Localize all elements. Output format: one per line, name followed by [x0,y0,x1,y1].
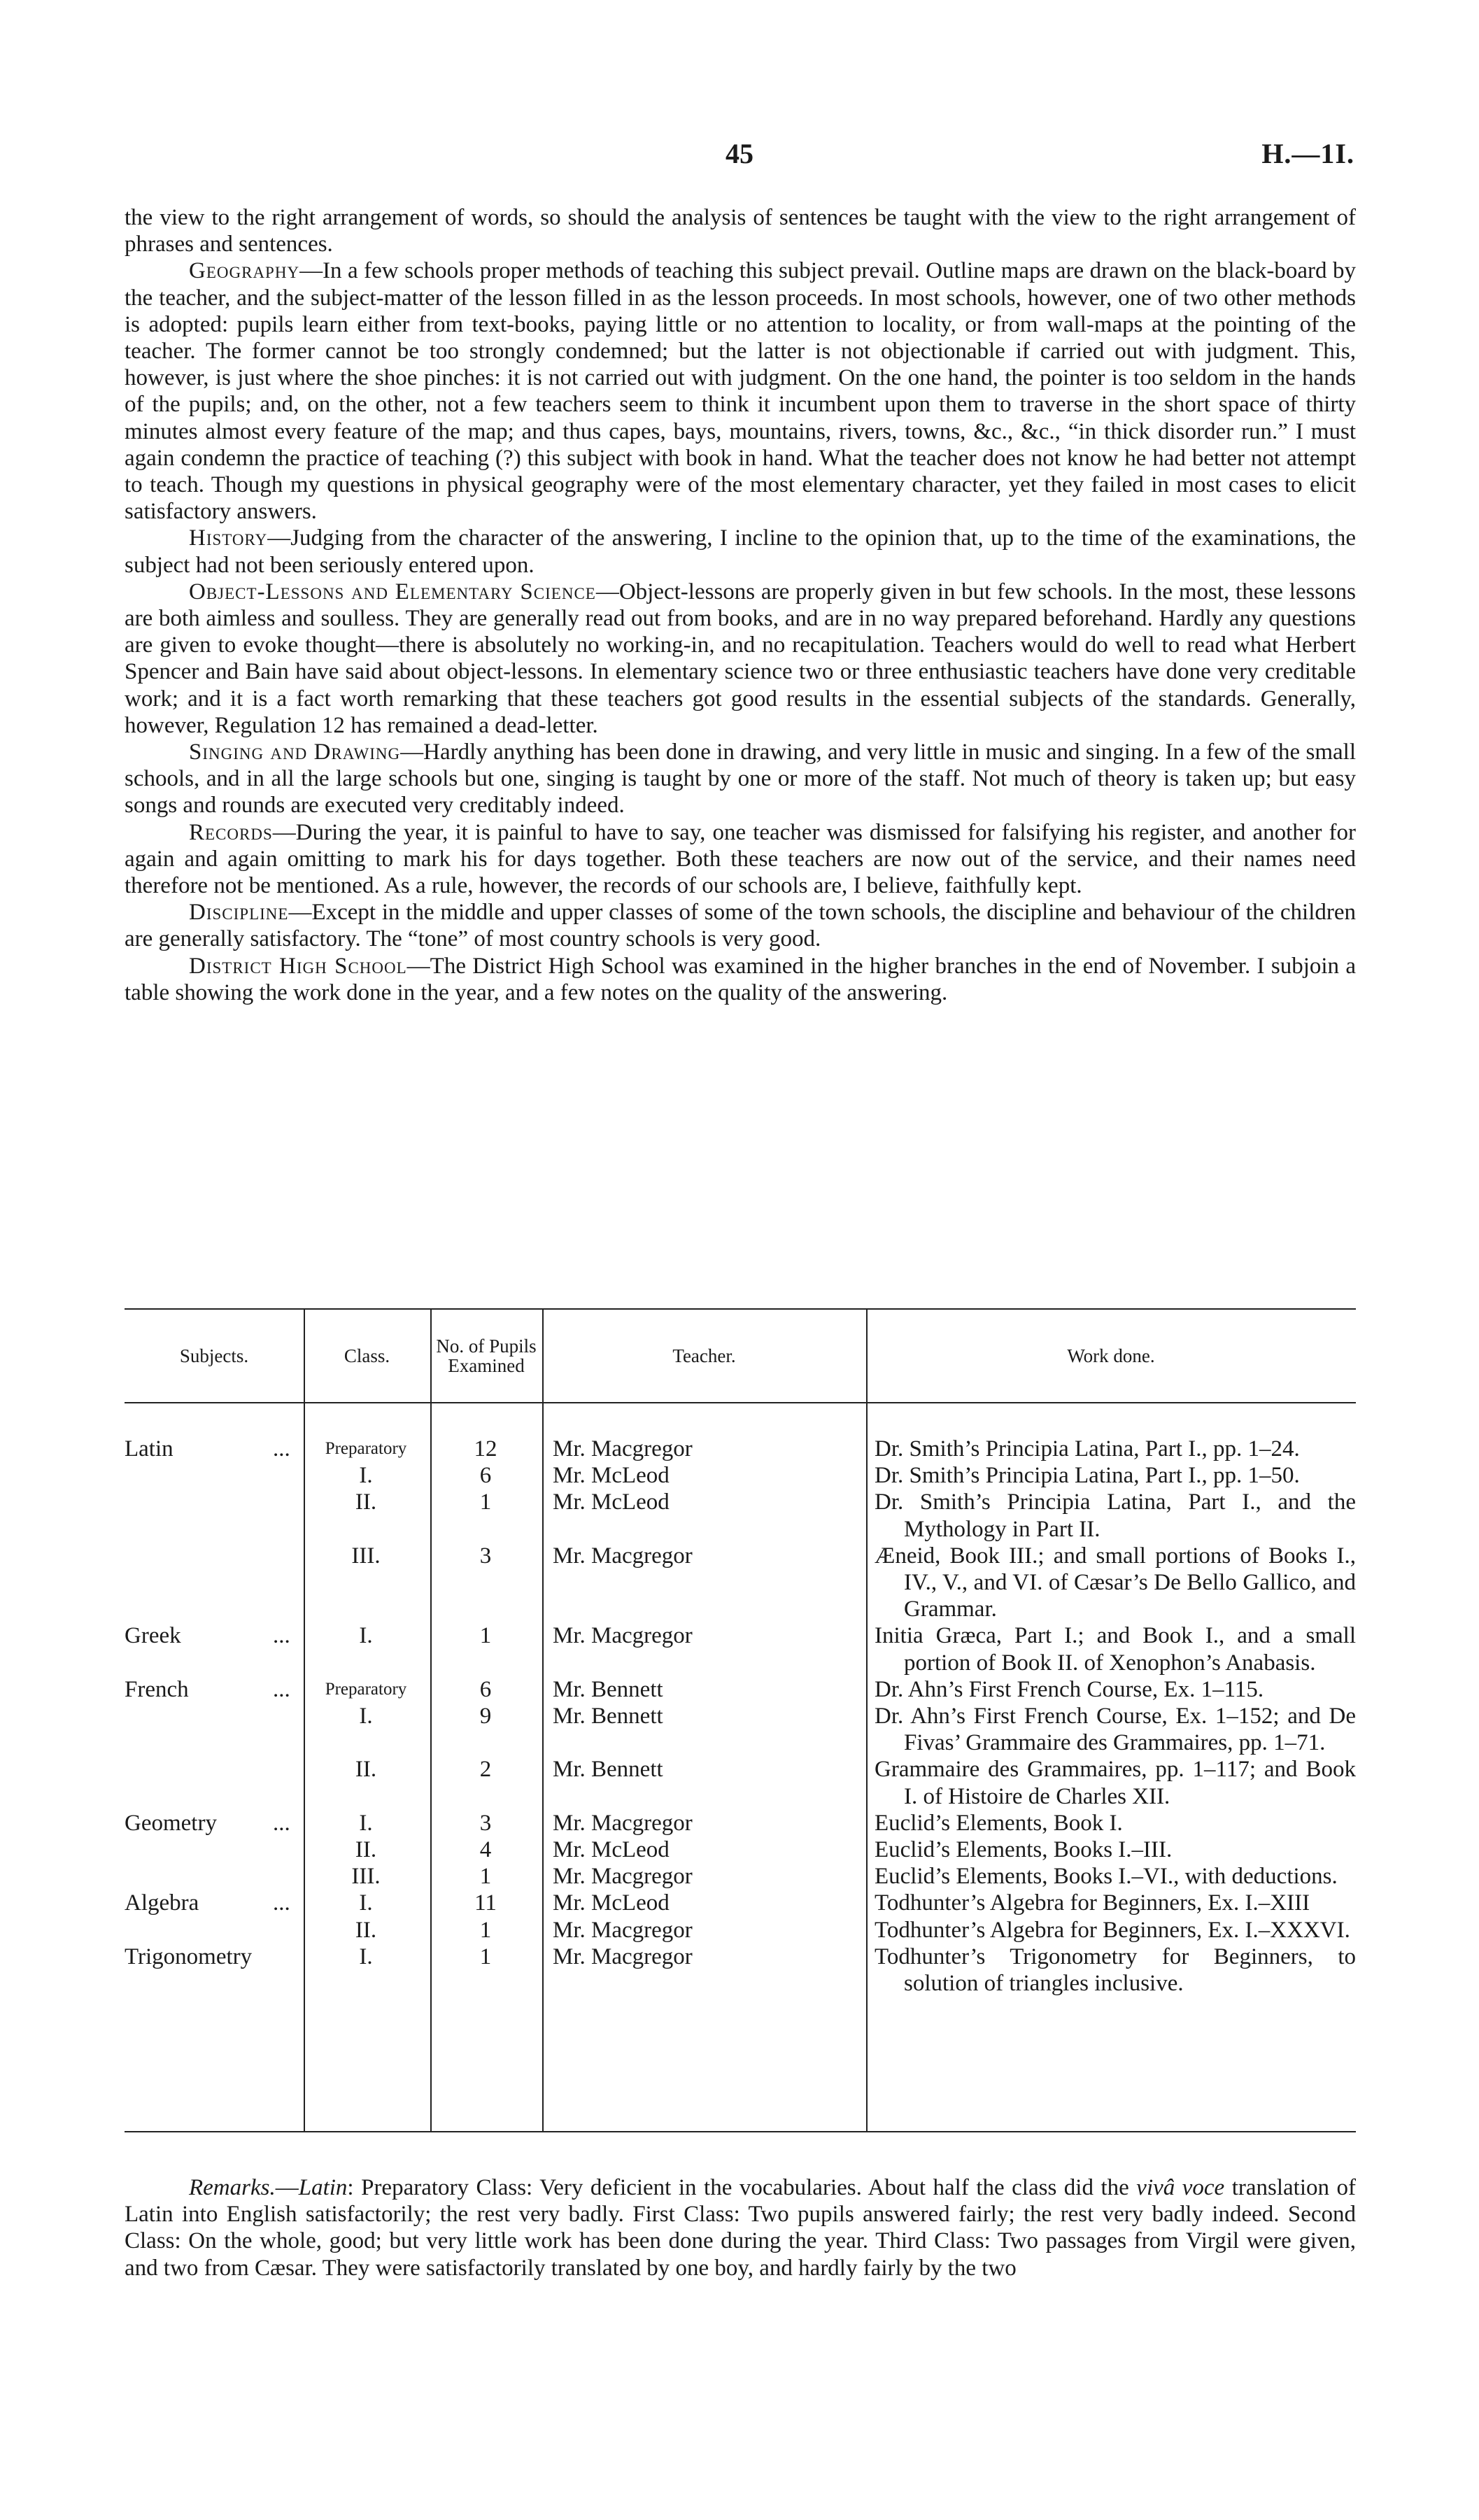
header-work: Work done. [1067,1345,1155,1366]
teacher-cell: Mr. Macgregor [553,1944,693,1969]
district-heading: District High School [189,953,407,979]
page-header [125,137,1354,186]
pupils-cell: 2 [479,1757,492,1783]
header-teacher: Teacher. [672,1345,736,1366]
work-done-cell: Dr. Ahn’s First French Course, Ex. 1–115. [875,1676,1264,1702]
class-cell: III. [351,1864,381,1890]
class-cell: Preparatory [325,1679,407,1699]
header-pupils: No. of Pupils Examined [436,1336,537,1376]
geography-heading: Geography [189,258,300,284]
work-done-cell: Euclid’s Elements, Books I.–III. [875,1837,1173,1863]
table-row [125,1543,1356,1623]
object-lessons-heading: Object-Lessons and Elementary Science [189,579,596,604]
subject-cell [125,1436,292,1462]
table-row [125,1917,1356,1944]
work-done-cell: Grammaire des Grammaires, pp. 1–117; and Book I. of Histoire de Charles XII. [875,1757,1356,1809]
subject-cell [125,1890,292,1916]
table-row [125,1944,1356,1997]
history-text: —Judging from the character of the answering, I incline to the opinion that, up to the time of the examinations, the subject had not been seriously entered upon. [125,525,1356,578]
leader-dots: ... [273,1676,290,1702]
remarks-paragraph: Remarks.—Latin: Preparatory Class: Very deficient in the vocabularies. About half the class did the vivâ voce translation of Latin into English satisfactorily; the rest very badly. First Class: Two pupils answered fairly; the rest very badly indeed. Second Class: On the whole, good; but very little work has been done during the year. Third Class: Two passages from Virgil were given, and two from Cæsar. They were satisfactorily translated by one boy, and hardly fairly by the two [125,2175,1356,2281]
teacher-cell: Mr. McLeod [553,1489,670,1515]
pupils-cell: 9 [479,1704,492,1729]
remarks-section [125,2174,1356,2281]
table-row [125,1462,1356,1489]
object-lessons-paragraph [125,579,1356,739]
discipline-heading: Discipline [189,900,289,926]
table-row [125,1756,1356,1809]
pupils-cell: 11 [474,1890,497,1916]
work-done-cell: Dr. Smith’s Principia Latina, Part I., pp. 1–50. [875,1463,1300,1489]
district-text: —The District High School was examined in the higher branches in the end of November. I subjoin a table showing the work done in the year, and a few notes on the quality of the answering. [125,953,1357,1005]
table-row [125,1436,1356,1462]
pupils-cell: 1 [479,1917,492,1943]
work-done-cell: Initia Græca, Part I.; and Book I., and a small portion of Book II. of Xenophon’s Anabasis. [875,1623,1356,1676]
pupils-cell: 3 [479,1543,492,1569]
teacher-cell: Mr. McLeod [553,1890,670,1916]
records-paragraph [125,819,1356,900]
teacher-cell: Mr. Bennett [553,1704,663,1729]
remarks-text-b: translation of Latin into English satisfactorily; the rest very badly. First Class: Two pupils answered fairly; the rest very badly indeed. Second Class: On the whole, good; but very little work has been done during the year. Third Class: Two passages from Virgil were given, and two from Cæsar. They were satisfactorily translated by one boy, and hardly fairly by the two [125,2175,1356,2281]
geography-paragraph [125,257,1356,525]
subject-name: Latin [125,1436,174,1461]
teacher-cell: Mr. Macgregor [553,1810,693,1836]
table-row [125,1836,1356,1863]
remarks-latin-label: Latin [298,2175,348,2200]
table-header [125,1310,1356,1402]
document-reference: H.—1I. [1261,138,1354,169]
subject-name: Algebra [125,1890,199,1916]
records-text: —During the year, it is painful to have to say, one teacher was dismissed for falsifying his register, and another for again and again omitting to mark his for days together. Both these teachers are now out of the service, and their names need therefore not be mentioned. As a rule, however, the records of our schools are, I believe, faithfully kept. [125,819,1356,899]
class-cell: I. [359,1623,373,1649]
singing-heading: Singing and Drawing [189,739,401,765]
class-cell: I. [359,1463,373,1489]
discipline-paragraph [125,899,1356,952]
table-row [125,1863,1356,1890]
teacher-cell: Mr. Macgregor [553,1864,693,1890]
work-done-cell: Dr. Smith’s Principia Latina, Part I., and the Mythology in Part II. [875,1489,1356,1542]
work-done-cell: Dr. Smith’s Principia Latina, Part I., pp. 1–24. [875,1436,1300,1461]
history-heading: History [189,525,268,551]
class-cell: II. [355,1917,377,1943]
remarks-label: Remarks. [189,2175,276,2200]
pupils-cell: 1 [479,1489,492,1515]
geography-text: —In a few schools proper methods of teaching this subject prevail. Outline maps are drawn on the black-board by the teacher, and the subject-matter of the lesson filled in as the lesson proceeds. In most schools, however, one of two other methods is adopted: pupils learn either from text-books, paying little or no attention to locality, or from wall-maps at the pointing of the teacher. The former cannot be too strongly condemned; but the latter is not objectionable if carried out with judgment. This, however, is just where the shoe pinches: it is not carried out with judgment. On the one hand, the pointer is too seldom in the hands of the pupils; and, on the other, not a few teachers seem to think it incumbent upon them to traverse in the short space of thirty minutes almost every feature of the map; and thus capes, bays, mountains, rivers, towns, &c., &c., “in thick disorder run.” I must again condemn the practice of teaching (?) this subject with book in hand. What the teacher does not know he had better not attempt to teach. Though my questions in physical geography were of the most elementary character, yet they failed in most cases to elicit satisfactory answers. [125,258,1356,525]
teacher-cell: Mr. McLeod [553,1463,670,1489]
work-done-cell: Dr. Ahn’s First French Course, Ex. 1–152; and De Fivas’ Grammaire des Grammaires, pp. 1–71. [875,1704,1356,1756]
subject-cell [125,1676,292,1703]
teacher-cell: Mr. Bennett [553,1757,663,1783]
pupils-cell: 6 [479,1463,492,1489]
teacher-cell: Mr. Macgregor [553,1917,693,1943]
leader-dots: ... [273,1623,290,1649]
teacher-cell: Mr. Macgregor [553,1543,693,1569]
work-done-cell: Todhunter’s Trigonometry for Beginners, to solution of triangles inclusive. [875,1944,1356,1997]
records-heading: Records [189,819,273,845]
teacher-cell: Mr. Macgregor [553,1623,693,1649]
intro-paragraph: the view to the right arrangement of words, so should the analysis of sentences be taught with the view to the right arrangement of phrases and sentences. [125,205,1356,257]
header-class: Class. [344,1345,390,1366]
table-bottom-rule [125,2131,1356,2132]
table-body [125,1436,1356,1997]
work-done-cell: Æneid, Book III.; and small portions of Books I., IV., V., and VI. of Cæsar’s De Bello Gallico, and Grammar. [875,1543,1356,1622]
header-rule [125,1402,1356,1403]
table-row [125,1810,1356,1836]
discipline-text: —Except in the middle and upper classes of some of the town schools, the discipline and behaviour of the children are generally satisfactory. The “tone” of most country schools is very good. [125,900,1356,952]
work-done-cell: Euclid’s Elements, Books I.–VI., with deductions. [875,1864,1338,1890]
table-row [125,1489,1356,1542]
class-cell: II. [355,1489,377,1515]
table-row [125,1676,1356,1703]
class-cell: I. [359,1890,373,1916]
class-cell: I. [359,1810,373,1836]
pupils-cell: 1 [479,1944,492,1969]
history-paragraph [125,525,1356,578]
subject-name: Geometry [125,1810,217,1836]
teacher-cell: Mr. McLeod [553,1837,670,1863]
leader-dots: ... [273,1810,290,1836]
remarks-viva-voce: vivâ voce [1136,2175,1225,2200]
subject-name: French [125,1676,189,1702]
pupils-cell: 3 [479,1810,492,1836]
subject-cell [125,1944,292,1970]
class-cell: II. [355,1757,377,1783]
pupils-cell: 1 [479,1623,492,1649]
class-cell: I. [359,1944,373,1969]
subject-name: Greek [125,1623,181,1649]
work-done-table [125,1310,1356,2131]
class-cell: I. [359,1704,373,1729]
table-row [125,1703,1356,1756]
class-cell: II. [355,1837,377,1863]
teacher-cell: Mr. Macgregor [553,1436,693,1461]
subject-cell [125,1810,292,1836]
table-row [125,1622,1356,1676]
class-cell: Preparatory [325,1439,407,1458]
pupils-cell: 6 [479,1676,492,1702]
body-text [125,204,1356,1006]
pupils-cell: 1 [479,1864,492,1890]
table-row [125,1890,1356,1916]
leader-dots: ... [273,1890,290,1916]
subject-name: Trigonometry [125,1944,253,1969]
class-cell: III. [351,1543,381,1569]
pupils-cell: 12 [474,1436,497,1461]
page-number: 45 [726,138,753,169]
object-lessons-text: —Object-lessons are properly given in but few schools. In the most, these lessons are both aimless and soulless. They are generally read out from books, and are in no way prepared beforehand. Hardly any questions are given to evoke thought—there is absolutely no working-in, and no recapitulation. Teachers would do well to read what Herbert Spencer and Bain have said about object-lessons. In elementary science two or three enthusiastic teachers have done very creditable work; and it is a fact worth remarking that these teachers got good results in the essential subjects of the standards. Generally, however, Regulation 12 has remained a dead-letter. [125,579,1357,738]
singing-paragraph [125,739,1356,819]
singing-text: —Hardly anything has been done in drawing, and very little in music and singing. In a few of the small schools, and in all the large schools but one, singing is taught by one or more of the staff. Not much of theory is taken up; but easy songs and rounds are executed very creditably indeed. [125,739,1356,819]
work-done-cell: Euclid’s Elements, Book I. [875,1810,1123,1836]
subject-cell [125,1622,292,1649]
remarks-text-a: Preparatory Class: Very deficient in the vocabularies. About half the class did the [361,2175,1137,2200]
district-paragraph [125,953,1356,1006]
teacher-cell: Mr. Bennett [553,1676,663,1702]
work-done-cell: Todhunter’s Algebra for Beginners, Ex. I.–XIII [875,1890,1310,1916]
work-done-cell: Todhunter’s Algebra for Beginners, Ex. I.–XXXVI. [875,1917,1350,1943]
leader-dots: ... [273,1436,290,1461]
header-subjects: Subjects. [179,1345,249,1366]
pupils-cell: 4 [479,1837,492,1863]
